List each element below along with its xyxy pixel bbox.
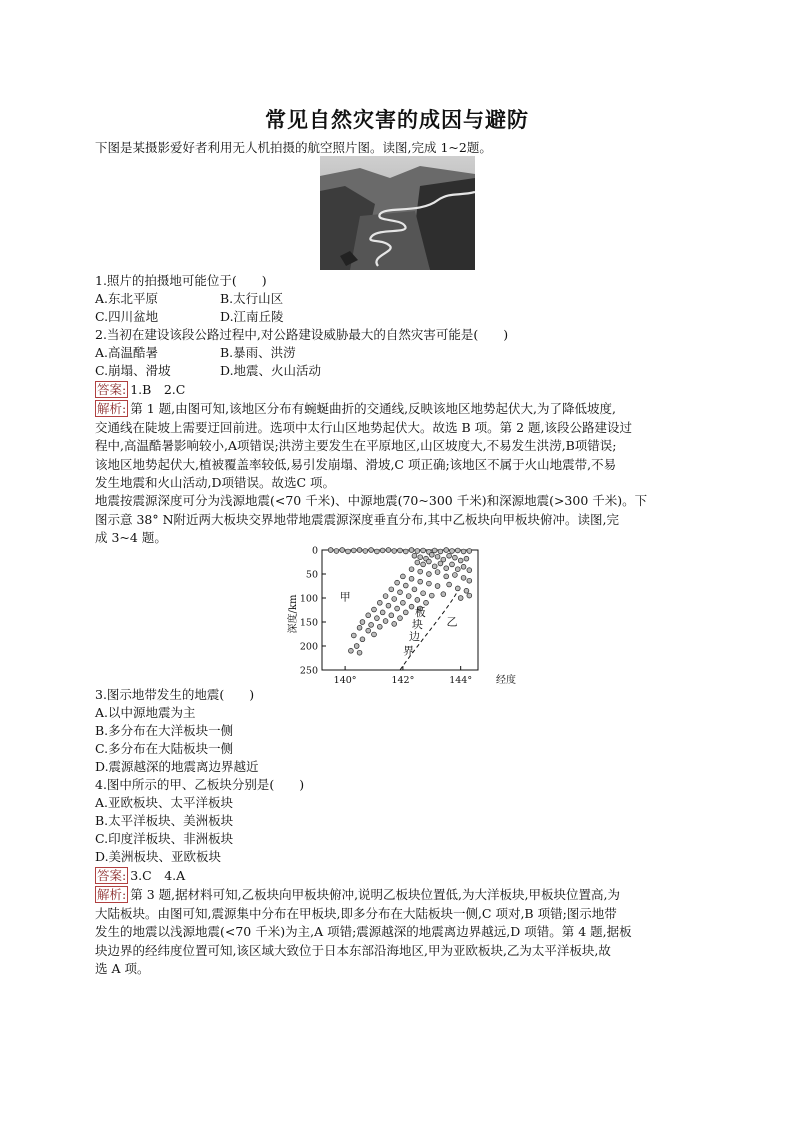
answer-tag: 答案: xyxy=(97,868,127,883)
earthquake-point xyxy=(450,562,455,567)
q1-option-b: B.太行山区 xyxy=(220,291,284,306)
y-axis-label: 深度/km xyxy=(288,594,299,634)
q4-option-d: D.美洲板块、亚欧板块 xyxy=(95,849,222,864)
earthquake-point xyxy=(429,593,434,598)
plate-label-yi: 乙 xyxy=(446,615,458,629)
earthquake-point xyxy=(389,587,394,592)
y-tick-label: 100 xyxy=(299,593,318,605)
explanation-line xyxy=(95,400,707,419)
q4-option-b: B.太平洋板块、美洲板块 xyxy=(95,813,234,828)
earthquake-point xyxy=(452,555,457,560)
earthquake-point xyxy=(444,548,449,553)
earthquake-point xyxy=(458,596,463,601)
explanation-tag: 解析: xyxy=(97,887,127,902)
earthquake-point xyxy=(360,637,365,642)
answer-tag: 答案: xyxy=(97,382,127,397)
earthquake-point xyxy=(406,594,411,599)
earthquake-point xyxy=(421,562,426,567)
earthquake-point xyxy=(447,553,452,558)
earthquake-point xyxy=(450,549,455,554)
q2-option-b: B.暴雨、洪涝 xyxy=(220,345,296,360)
earthquake-point xyxy=(426,581,431,586)
earthquake-point xyxy=(354,644,359,649)
q3-option-a: A.以中源地震为主 xyxy=(95,705,196,720)
y-tick-label: 200 xyxy=(299,641,318,653)
explanation-text: 第 1 题,由图可知,该地区分布有蜿蜒曲折的交通线,反映该地区地势起伏大,为了降低坡度, xyxy=(130,401,616,416)
earthquake-point xyxy=(398,616,403,621)
page-title: 常见自然灾害的成因与避防 xyxy=(265,108,529,132)
earthquake-point xyxy=(328,548,333,553)
explanation-line: 块边界的经纬度位置可知,该区域大致位于日本东部沿海地区,甲为亚欧板块,乙为太平洋板块,故 xyxy=(95,942,611,958)
question-2-options-row2 xyxy=(95,362,710,380)
y-tick-label: 50 xyxy=(305,569,318,581)
question-1 xyxy=(95,272,710,290)
question-1-options-row2 xyxy=(95,308,710,326)
earthquake-point xyxy=(403,610,408,615)
q3-option-c: C.多分布在大陆板块一侧 xyxy=(95,741,234,756)
earthquake-point xyxy=(383,594,388,599)
earthquake-point xyxy=(415,549,420,554)
earthquake-point xyxy=(395,580,400,585)
boundary-label-char: 边 xyxy=(408,630,420,644)
earthquake-point xyxy=(346,549,351,554)
earthquake-point xyxy=(377,600,382,605)
x-tick-label: 142° xyxy=(391,675,415,686)
x-tick-label: 144° xyxy=(449,675,473,686)
chart-svg xyxy=(276,542,516,692)
earthquake-point xyxy=(372,607,377,612)
earthquake-point xyxy=(374,616,379,621)
earthquake-point xyxy=(357,625,362,630)
q2-option-c: C.崩塌、滑坡 xyxy=(95,363,171,378)
intro-text-1: 下图是某摄影爱好者利用无人机拍摄的航空照片图。读图,完成 1~2题。 xyxy=(95,140,492,155)
earthquake-point xyxy=(426,559,431,564)
earthquake-point xyxy=(340,548,345,553)
q3-option-d: D.震源越深的地震离边界越近 xyxy=(95,759,259,774)
earthquake-point xyxy=(461,549,466,554)
earthquake-point xyxy=(380,610,385,615)
earthquake-point xyxy=(369,622,374,627)
explanation-line: 发生地震和火山活动,D项错误。故选C 项。 xyxy=(95,475,336,491)
earthquake-point xyxy=(438,549,443,554)
plot-border xyxy=(322,550,478,670)
mountain-road-image xyxy=(320,156,475,270)
earthquake-point xyxy=(424,600,429,605)
earthquake-point xyxy=(360,620,365,625)
earthquake-point xyxy=(467,549,472,554)
earthquake-point xyxy=(455,548,460,553)
q3-option-b: B.多分布在大洋板块一侧 xyxy=(95,723,234,738)
earthquake-point xyxy=(386,603,391,608)
earthquake-point xyxy=(357,548,362,553)
earthquake-point xyxy=(464,556,469,561)
earthquake-point xyxy=(386,548,391,553)
explanation-line: 发生的地震以浅源地震(<70 千米)为主,A 项错;震源越深的地震离边界越远,D 项错。第 4 题,据板 xyxy=(95,924,632,940)
earthquake-point xyxy=(418,569,423,574)
boundary-label-char: 界 xyxy=(403,644,415,658)
explanation-line: 大陆板块。由图可知,震源集中分布在甲板块,即多分布在大陆板块一侧,C 项对,B 项错;图示地带 xyxy=(95,905,617,921)
boundary-label-char: 板 xyxy=(414,605,426,619)
intro-line: 图示意 38° N附近两大板块交界地带地震震源深度垂直分布,其中乙板块向甲板块俯冲。读图,完 xyxy=(95,511,619,527)
earthquake-point xyxy=(438,561,443,566)
question-1-options-row1 xyxy=(95,290,710,308)
earthquake-point xyxy=(441,592,446,597)
earthquake-point xyxy=(452,573,457,578)
earthquake-point xyxy=(351,633,356,638)
q1-option-d: D.江南丘陵 xyxy=(220,309,284,324)
q4-option-a: A.亚欧板块、太平洋板块 xyxy=(95,795,234,810)
earthquake-point xyxy=(421,591,426,596)
intro-text-2 xyxy=(95,492,707,548)
answer-3-4 xyxy=(95,867,710,885)
explanation-line: 程中,高温酷暑影响较小,A项错误;洪涝主要发生在平原地区,山区坡度大,不易发生洪涝,B项错误; xyxy=(95,438,617,454)
earthquake-point xyxy=(398,548,403,553)
earthquake-point xyxy=(377,624,382,629)
earthquake-point xyxy=(389,613,394,618)
earthquake-point xyxy=(444,574,449,579)
earthquake-point xyxy=(409,576,414,581)
intro-line: 成 3~4 题。 xyxy=(95,530,167,546)
explanation-line: 交通线在陡坡上需要迂回前进。选项中太行山区地势起伏大。故选 B 项。第 2 题,该段公路建设过 xyxy=(95,419,633,435)
earthquake-point xyxy=(444,566,449,571)
explanation-text: 第 3 题,据材料可知,乙板块向甲板块俯冲,说明乙板块位置低,为大洋板块,甲板块位置高,为 xyxy=(130,887,620,902)
explanation-tag: 解析: xyxy=(97,401,127,416)
earthquake-point xyxy=(392,597,397,602)
answer-1-2 xyxy=(95,381,710,399)
y-tick-label: 150 xyxy=(299,617,318,629)
earthquake-point xyxy=(403,583,408,588)
earthquake-point xyxy=(409,604,414,609)
earthquake-point xyxy=(351,548,356,553)
x-axis-label: 经度 xyxy=(496,675,516,686)
earthquake-point xyxy=(415,560,420,565)
earthquake-point xyxy=(400,600,405,605)
earthquake-point xyxy=(400,574,405,579)
earthquake-point xyxy=(412,587,417,592)
question-2-stem: 2.当初在建设该段公路过程中,对公路建设威胁最大的自然灾害可能是( ) xyxy=(95,327,509,342)
question-1-stem: 1.照片的拍摄地可能位于( ) xyxy=(95,273,267,288)
earthquake-point xyxy=(461,575,466,580)
earthquake-point xyxy=(455,586,460,591)
earthquake-point xyxy=(348,648,353,653)
earthquake-point xyxy=(467,578,472,583)
question-2-options-row1 xyxy=(95,344,710,362)
earthquake-point xyxy=(447,582,452,587)
earthquake-point xyxy=(421,548,426,553)
earthquake-point xyxy=(369,548,374,553)
earthquake-point xyxy=(418,555,423,560)
earthquake-point xyxy=(426,572,431,577)
q2-option-d: D.地震、火山活动 xyxy=(220,363,322,378)
earthquake-point xyxy=(403,549,408,554)
earthquake-point xyxy=(409,567,414,572)
earthquake-point xyxy=(409,548,414,553)
boundary-label-char: 块 xyxy=(411,617,423,631)
intro-line: 地震按震源深度可分为浅源地震(<70 千米)、中源地震(70~300 千米)和深源地震(>300 千米)。下 xyxy=(95,493,648,508)
explanation-line xyxy=(95,886,707,905)
earthquake-point xyxy=(461,564,466,569)
earthquake-point xyxy=(383,619,388,624)
question-4-stem: 4.图中所示的甲、乙板块分别是( ) xyxy=(95,777,305,792)
answer-text: 3.C 4.A xyxy=(130,868,186,883)
earthquake-point xyxy=(380,548,385,553)
question-3-stem: 3.图示地带发生的地震( ) xyxy=(95,687,255,702)
earthquake-point xyxy=(366,628,371,633)
earthquake-point xyxy=(455,567,460,572)
earthquake-point xyxy=(418,579,423,584)
aerial-photo xyxy=(320,156,475,270)
earthquake-point xyxy=(432,548,437,553)
explanation-line: 该地区地势起伏大,植被覆盖率较低,易引发崩塌、滑坡,C 项正确;该地区不属于火山地震带,不易 xyxy=(95,456,617,472)
plate-label-jia: 甲 xyxy=(339,590,351,604)
q4-option-c: C.印度洋板块、非洲板块 xyxy=(95,831,234,846)
earthquake-point xyxy=(464,588,469,593)
earthquake-point xyxy=(435,584,440,589)
earthquake-point xyxy=(392,622,397,627)
earthquake-point xyxy=(363,549,368,554)
earthquake-point xyxy=(372,632,377,637)
earthquake-point xyxy=(458,558,463,563)
earthquake-point xyxy=(435,570,440,575)
q2-option-a: A.高温酷暑 xyxy=(95,345,159,360)
earthquake-point xyxy=(432,564,437,569)
earthquake-point xyxy=(467,568,472,573)
earthquake-point xyxy=(398,590,403,595)
earthquake-point xyxy=(374,549,379,554)
earthquake-point xyxy=(395,606,400,611)
earthquake-point xyxy=(467,593,472,598)
answer-text: 1.B 2.C xyxy=(130,382,186,397)
earthquake-point xyxy=(429,552,434,557)
x-tick-label: 140° xyxy=(333,675,357,686)
y-tick-label: 0 xyxy=(311,545,318,557)
explanation-1-2 xyxy=(95,400,707,493)
earthquake-point xyxy=(415,598,420,603)
earthquake-point xyxy=(435,554,440,559)
q1-option-c: C.四川盆地 xyxy=(95,309,159,324)
earthquake-point xyxy=(334,549,339,554)
earthquake-point xyxy=(366,613,371,618)
earthquake-point xyxy=(392,549,397,554)
q1-option-a: A.东北平原 xyxy=(95,291,159,306)
y-tick-label: 250 xyxy=(299,665,318,677)
earthquake-point xyxy=(357,650,362,655)
explanation-line: 选 A 项。 xyxy=(95,961,150,977)
earthquake-point xyxy=(412,553,417,558)
explanation-3-4 xyxy=(95,886,707,979)
earthquake-depth-chart xyxy=(276,542,516,692)
